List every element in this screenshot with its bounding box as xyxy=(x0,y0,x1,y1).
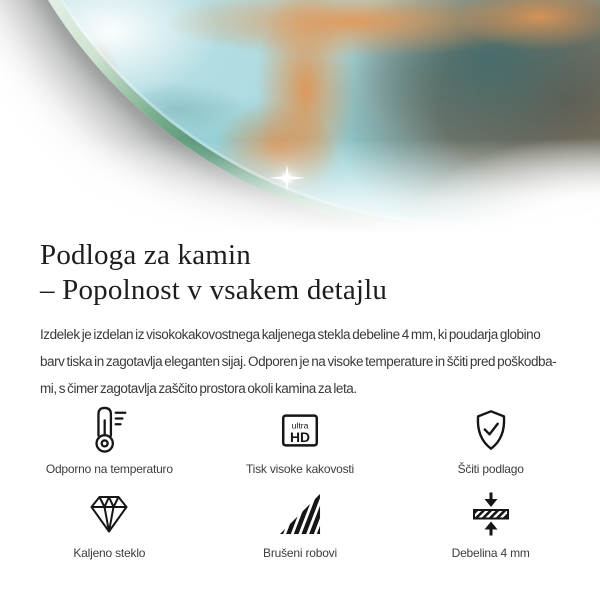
product-description xyxy=(40,321,560,402)
diamond-icon xyxy=(79,489,139,539)
feature-label: Tisk visoke kakovosti xyxy=(245,462,355,476)
page-title-line-1: Podloga za kamin xyxy=(40,239,251,271)
feature-label: Odporno na temperaturo xyxy=(45,462,173,476)
thermometer-icon xyxy=(79,405,139,455)
svg-text:ultra: ultra xyxy=(291,420,309,431)
feature-protects-base xyxy=(395,405,586,476)
shield-check-icon xyxy=(461,405,521,455)
feature-print-quality xyxy=(205,405,396,476)
sparkle-icon xyxy=(266,157,308,199)
svg-text:HD: HD xyxy=(289,428,311,445)
page-title-line-2: – Popolnost v vsakem detajlu xyxy=(40,274,388,306)
beveled-edges-icon xyxy=(270,489,330,539)
thickness-icon xyxy=(461,489,521,539)
product-image xyxy=(0,0,600,232)
feature-label: Ščiti podlago xyxy=(457,462,524,476)
feature-polished-edges xyxy=(205,489,396,560)
description-line-3: mi, s čimer zagotavlja zaščito prostora okoli kamina za leta. xyxy=(40,381,357,396)
feature-grid xyxy=(0,405,600,560)
page-title xyxy=(40,238,560,308)
feature-temperature xyxy=(14,405,205,476)
feature-label: Debelina 4 mm xyxy=(451,546,530,560)
feature-label: Brušeni robovi xyxy=(263,546,337,560)
description-line-1: Izdelek je izdelan iz visokokakovostnega kaljenega stekla debeline 4 mm, ki poudarja globino xyxy=(40,327,541,342)
ultra-hd-icon xyxy=(270,405,330,455)
description-line-2: barv tiska in zagotavlja eleganten sijaj. Odporen je na visoke temperature in ščiti pred poškodba- xyxy=(40,354,557,369)
feature-label: Kaljeno steklo xyxy=(73,546,146,560)
feature-thickness xyxy=(395,489,586,560)
feature-tempered-glass xyxy=(14,489,205,560)
